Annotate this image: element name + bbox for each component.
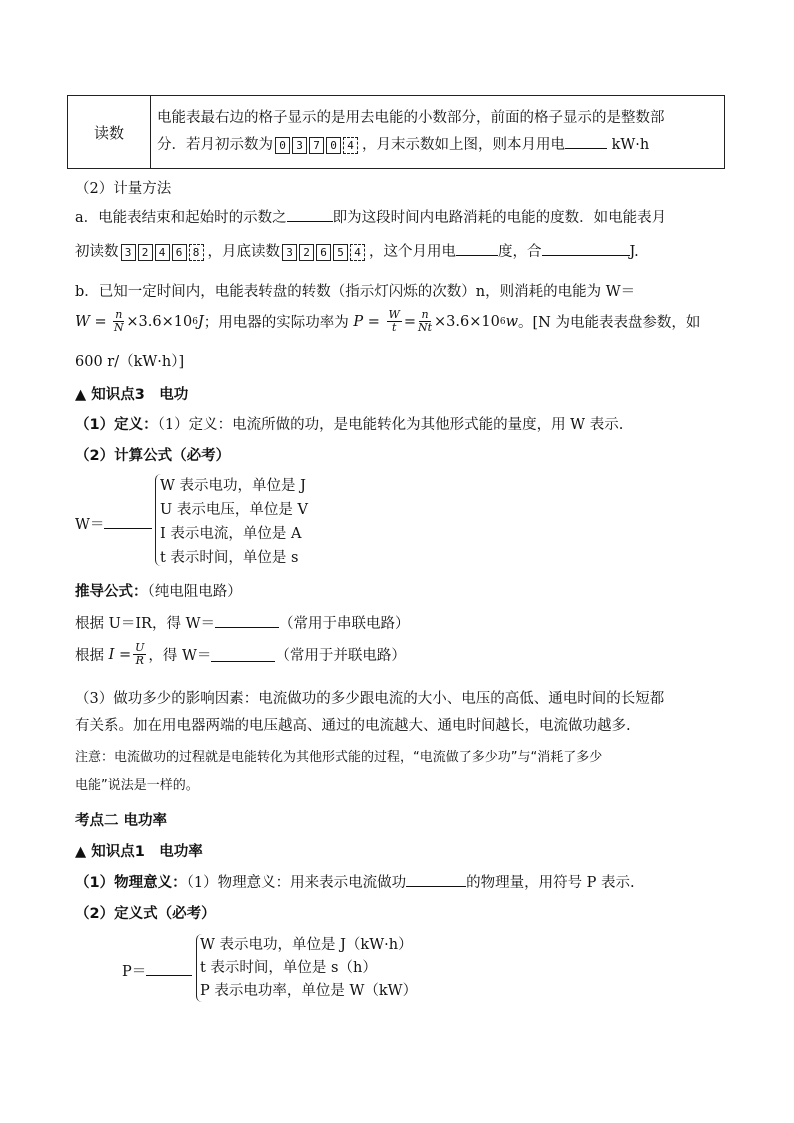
power-def-title: （2）定义式（必考） bbox=[75, 906, 216, 922]
start-reading-digits: 3 2 4 6 8 bbox=[121, 244, 206, 261]
derive-title: 推导公式：（纯电阻电路） bbox=[75, 584, 242, 600]
frac-W-over-t: $\frac{W}{t}$ bbox=[388, 308, 400, 334]
factors-line1: （3）做功多少的影响因素：电流做功的多少跟电流的大小、电压的高低、通电时间的长短都 bbox=[75, 691, 665, 707]
blank-w-formula[interactable] bbox=[104, 514, 152, 529]
frac-n-over-Nt: $\frac{n}{Nt}$ bbox=[417, 308, 433, 334]
p-brace-items: W 表示电功，单位是 J（kW·h） t 表示时间，单位是 s（h） P 表示电功率，单位是 W（kW） bbox=[200, 937, 418, 999]
power-meaning: （1）物理意义：（1）物理意义：用来表示电流做功 的物理量，用符号 P 表示. bbox=[75, 871, 635, 892]
kp3-title: ▲ 知识点3 电功 bbox=[75, 387, 189, 403]
meter-a-line2: 初读数 3 2 4 6 8 ，月底读数 3 2 6 5 4 ，这个月用电 度，合 J. bbox=[75, 240, 639, 261]
table-label: 读数 bbox=[68, 96, 151, 169]
table-content bbox=[151, 96, 725, 169]
section2-title: 考点二 电功率 bbox=[75, 813, 168, 829]
derive-line1: 根据 U＝IR，得 W＝ （常用于串联电路） bbox=[75, 612, 410, 633]
w-equals: W＝ bbox=[75, 513, 152, 534]
table-line-2: 分．若月初示数为 0 3 7 0 4 ，月末示数如上图，则本月用电 kW·h bbox=[157, 132, 718, 159]
factors-line2: 有关系。加在用电器两端的电压越高、通过的电流越大、通电时间越长，电流做功越多. bbox=[75, 718, 631, 734]
derive-line2: 根据 I = $\frac{U}{R}$ ，得 W＝ （常用于并联电路） bbox=[75, 641, 406, 667]
note-line1: 注意：电流做功的过程就是电能转化为其他形式能的过程，“电流做了多少功”与“消耗了多少 bbox=[75, 750, 603, 765]
section2-kp1-title: ▲ 知识点1 电功率 bbox=[75, 844, 203, 860]
meter-heading: （2）计量方法 bbox=[75, 181, 172, 197]
p-equals: P＝ bbox=[122, 960, 192, 981]
blank-p-formula[interactable] bbox=[146, 961, 192, 976]
blank-power-meaning[interactable] bbox=[406, 872, 466, 887]
kp3-formula-title: （2）计算公式（必考） bbox=[75, 448, 231, 464]
blank-difference[interactable] bbox=[287, 207, 333, 222]
w-brace-items: W 表示电功，单位是 J U 表示电压，单位是 V I 表示电流，单位是 A t 表示时间，单位是 s bbox=[160, 478, 308, 566]
reading-table bbox=[67, 95, 725, 169]
meter-b-line3: 600 r/（kW·h）] bbox=[75, 354, 185, 370]
blank-joule[interactable] bbox=[542, 241, 630, 256]
blank-derive-series[interactable] bbox=[215, 613, 279, 628]
blank-derive-parallel[interactable] bbox=[211, 647, 275, 662]
frac-n-over-N: $\frac{n}{N}$ bbox=[114, 308, 124, 334]
table-line-1: 电能表最右边的格子显示的是用去电能的小数部分，前面的格子显示的是整数部 bbox=[157, 110, 665, 126]
meter-b-line2: W = $\frac{n}{N}$ ×3.6×10 6 J ；用电器的实际功率为 P = $\frac{W}{t}$ = $\frac{n}{Nt}$ ×3.6×10 6 w 。[N 为电能表表盘参数，如 bbox=[75, 308, 701, 334]
meter-b-line1: b．已知一定时间内，电能表转盘的转数（指示灯闪烁的次数）n，则消耗的电能为 W＝ bbox=[75, 284, 636, 300]
blank-kwh[interactable] bbox=[456, 241, 498, 256]
kp3-definition: （1）定义：（1）定义：电流所做的功，是电能转化为其他形式能的量度，用 W 表示. bbox=[75, 417, 624, 433]
frac-U-over-R: $\frac{U}{R}$ bbox=[135, 641, 145, 667]
note-line2: 电能”说法是一样的。 bbox=[75, 778, 199, 793]
meter-a-line1: a．电能表结束和起始时的示数之 即为这段时间内电路消耗的电能的度数．如电能表月 bbox=[75, 206, 666, 227]
answer-blank[interactable] bbox=[565, 134, 607, 149]
initial-reading-digits: 0 3 7 0 4 bbox=[275, 137, 360, 154]
end-reading-digits: 3 2 6 5 4 bbox=[282, 244, 367, 261]
